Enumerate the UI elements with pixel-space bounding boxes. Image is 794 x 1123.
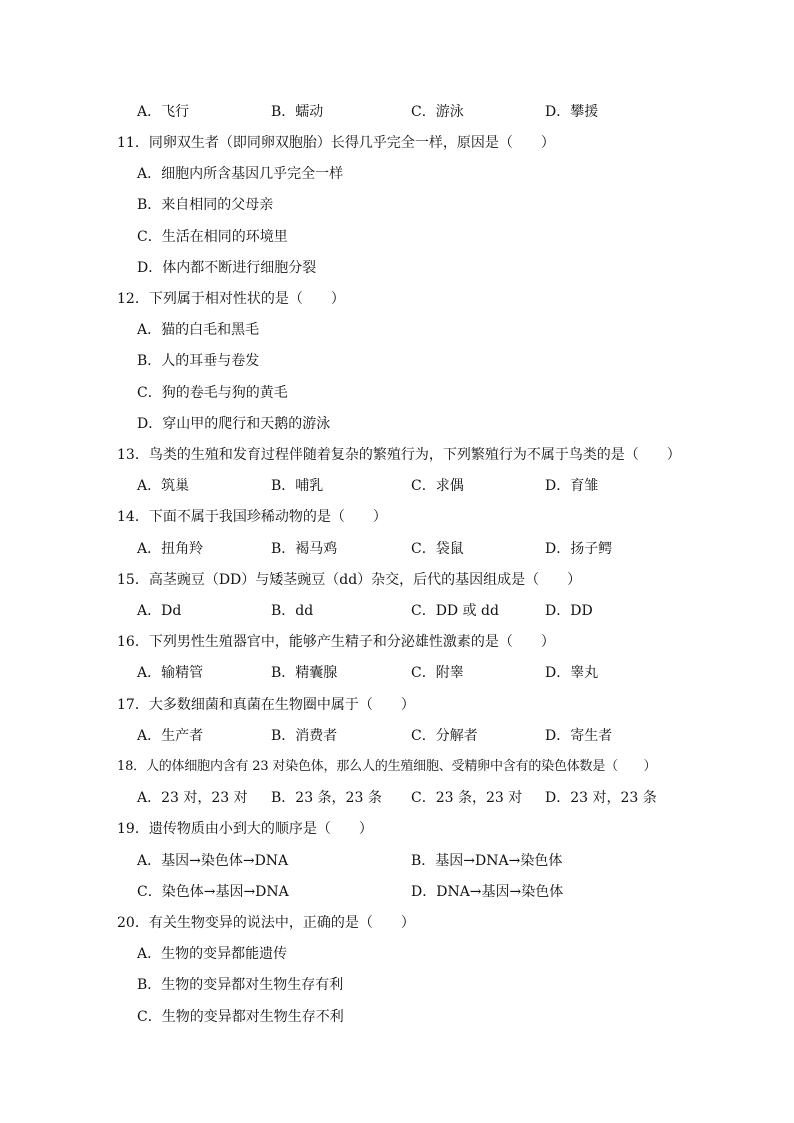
- q13-option-b: B．哺乳: [271, 478, 324, 494]
- q12-option-a: A．猫的白毛和黑毛: [137, 322, 260, 338]
- q16-options: [137, 662, 757, 684]
- q12-option-d: D．穿山甲的爬行和天鹅的游泳: [137, 416, 331, 432]
- q17-stem: 17．大多数细菌和真菌在生物圈中属于（ ）: [117, 697, 415, 713]
- q17-options: [137, 725, 757, 747]
- q13-options: [137, 475, 757, 497]
- q19-option-a: A．基因→染色体→DNA: [137, 853, 289, 869]
- q14-option-d: D．扬子鳄: [545, 541, 613, 557]
- q18-option-d: D．23 对，23 条: [545, 790, 657, 806]
- q15-option-d: D．DD: [545, 603, 593, 619]
- q17-option-b: B．消费者: [271, 728, 338, 744]
- q14-option-a: A．扭角羚: [137, 541, 204, 557]
- q15-option-c: C．DD 或 dd: [411, 603, 499, 619]
- q14-option-c: C．袋鼠: [411, 541, 464, 557]
- q15-options: [137, 600, 757, 622]
- q17-option-a: A．生产者: [137, 728, 204, 744]
- q12-option-b: B．人的耳垂与卷发: [137, 353, 260, 369]
- q18-stem: 18．人的体细胞内含有 23 对染色体，那么人的生殖细胞、受精卵中含有的染色体数是（ ）: [117, 759, 657, 774]
- q13-stem: 13．鸟类的生殖和发育过程伴随着复杂的繁殖行为，下列繁殖行为不属于鸟类的是（ ）: [117, 447, 681, 463]
- q19-option-c: C．染色体→基因→DNA: [137, 884, 289, 900]
- q13-option-d: D．育雏: [545, 478, 599, 494]
- q15-stem: 15．高茎豌豆（DD）与矮茎豌豆（dd）杂交，后代的基因组成是（ ）: [117, 572, 582, 588]
- q18-options: [137, 787, 757, 809]
- q18-option-b: B．23 条，23 条: [271, 790, 382, 806]
- q19-options-row2: [137, 881, 757, 903]
- q10-option-d: D．攀援: [545, 104, 599, 120]
- q20-option-a: A．生物的变异都能遗传: [137, 946, 288, 962]
- q16-option-b: B．精囊腺: [271, 665, 338, 681]
- q11-option-a: A．细胞内所含基因几乎完全一样: [137, 166, 344, 182]
- q15-option-b: B．dd: [271, 603, 314, 619]
- q10-option-a: A．飞行: [137, 104, 190, 120]
- q19-option-d: D．DNA→基因→染色体: [411, 884, 564, 900]
- q16-option-c: C．附睾: [411, 665, 464, 681]
- q20-option-b: B．生物的变异都对生物生存有利: [137, 977, 344, 993]
- q13-option-a: A．筑巢: [137, 478, 190, 494]
- q16-option-d: D．睾丸: [545, 665, 599, 681]
- q14-option-b: B．褐马鸡: [271, 541, 338, 557]
- q20-stem: 20．有关生物变异的说法中，正确的是（ ）: [117, 915, 415, 931]
- q12-option-c: C．狗的卷毛与狗的黄毛: [137, 385, 288, 401]
- q14-stem: 14．下面不属于我国珍稀动物的是（ ）: [117, 509, 387, 525]
- q15-option-a: A．Dd: [137, 603, 182, 619]
- q17-option-c: C．分解者: [411, 728, 478, 744]
- q18-option-a: A．23 对，23 对: [137, 790, 248, 806]
- q11-option-b: B．来自相同的父母亲: [137, 197, 274, 213]
- q19-option-b: B．基因→DNA→染色体: [411, 853, 563, 869]
- q10-option-b: B．蠕动: [271, 104, 324, 120]
- q13-option-c: C．求偶: [411, 478, 464, 494]
- q12-stem: 12．下列属于相对性状的是（ ）: [117, 291, 345, 307]
- q18-option-c: C．23 条，23 对: [411, 790, 523, 806]
- q19-options-row1: [137, 850, 757, 872]
- q17-option-d: D．寄生者: [545, 728, 613, 744]
- q11-stem: 11．同卵双生者（即同卵双胞胎）长得几乎完全一样，原因是（ ）: [117, 135, 555, 151]
- q20-option-c: C．生物的变异都对生物生存不利: [137, 1009, 344, 1025]
- q16-stem: 16．下列男性生殖器官中，能够产生精子和分泌雄性激素的是（ ）: [117, 634, 555, 650]
- q16-option-a: A．输精管: [137, 665, 204, 681]
- q11-option-d: D．体内都不断进行细胞分裂: [137, 260, 317, 276]
- q10-options: [137, 101, 757, 123]
- q11-option-c: C．生活在相同的环境里: [137, 229, 288, 245]
- q10-option-c: C．游泳: [411, 104, 464, 120]
- q19-stem: 19．遗传物质由小到大的顺序是（ ）: [117, 821, 373, 837]
- q14-options: [137, 538, 757, 560]
